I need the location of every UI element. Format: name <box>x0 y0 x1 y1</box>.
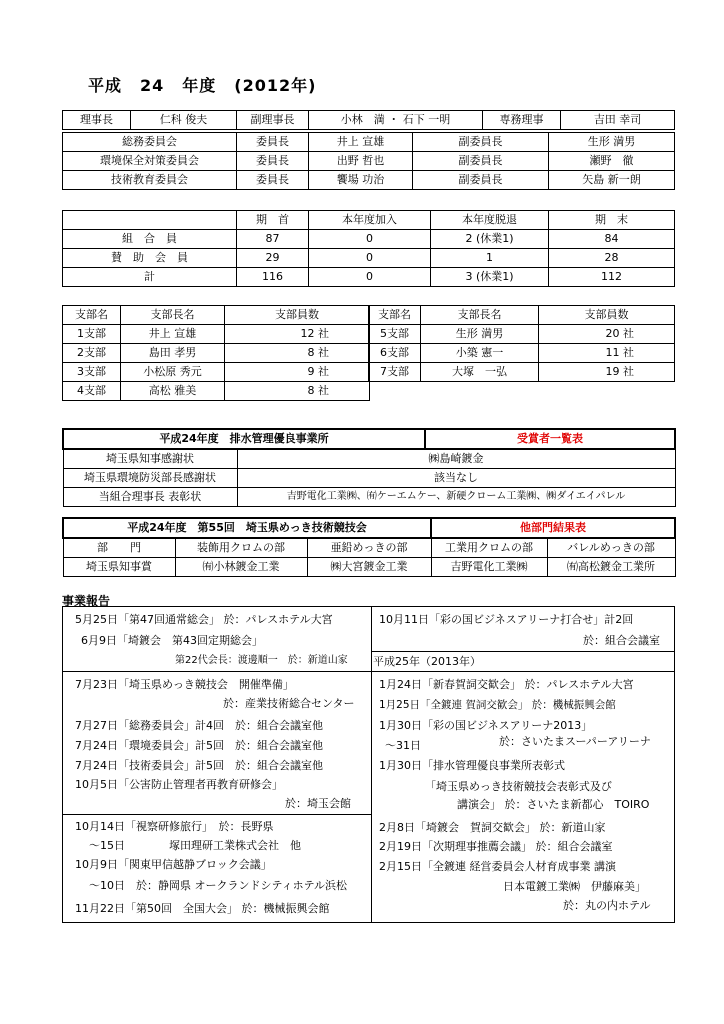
branches-table-right <box>368 305 675 382</box>
report-item: 2月8日「埼鍍会 賀詞交歓会」 於：新道山家 <box>379 821 606 834</box>
report-item: 第22代会長：渡邊順一 於：新道山家 <box>175 655 348 666</box>
vice-role: 副理事長 <box>237 111 309 130</box>
report-item: 7月24日「技術委員会」計5回 於：組合会議室他 <box>75 759 323 772</box>
report-item: 7月23日「埼玉県めっき競技会 開催準備」 <box>75 678 294 691</box>
report-box <box>62 606 675 923</box>
report-item: 1月25日「全鍍連 賀詞交歓会」 於：機械振興会館 <box>379 699 616 711</box>
members-table <box>62 210 675 287</box>
report-item: 10月9日「関東甲信越静ブロック会議」 <box>75 858 272 871</box>
table-row: 2支部 島田 孝男 8 社 <box>63 344 370 363</box>
officers-row <box>63 111 675 130</box>
contest-table <box>62 517 676 577</box>
report-divider <box>371 607 372 922</box>
chair-role: 理事長 <box>63 111 131 130</box>
report-item: 於：さいたまスーパーアリーナ <box>499 735 651 748</box>
report-item: 塚田理研工業株式会社 他 <box>169 839 301 852</box>
branches-header: 支部名 支部長名 支部員数 <box>63 306 370 325</box>
table-row: 組 合 員 87 0 2 (休業1) 84 <box>63 230 675 249</box>
report-item: 11月22日「第50回 全国大会」 於：機械振興会館 <box>75 902 330 915</box>
table-row: 5支部 生形 満男 20 社 <box>369 325 675 344</box>
report-item: 日本電鍍工業㈱ 伊藤麻美」 <box>503 880 646 893</box>
table-row: 埼玉県知事賞 ㈲小林鍍金工業 ㈱大宮鍍金工業 吉野電化工業㈱ ㈲高松鍍金工業所 <box>63 558 675 577</box>
awards-tag: 受賞者一覧表 <box>425 429 675 449</box>
report-item: 10月14日「視察研修旅行」 於：長野県 <box>75 820 274 833</box>
report-item: 7月24日「環境委員会」計5回 於：組合会議室他 <box>75 739 323 752</box>
divider <box>371 651 674 652</box>
report-item: 講演会」 於：さいたま新都心 TOIRO <box>457 798 650 811</box>
awards-title-row <box>63 429 675 449</box>
officers-table <box>62 110 675 130</box>
report-subheading: 平成25年（2013年） <box>373 655 481 668</box>
awards-title: 平成24年度 排水管理優良事業所 <box>63 429 425 449</box>
report-item: 於：丸の内ホテル <box>563 899 651 912</box>
divider <box>371 671 674 672</box>
report-item: 1月30日「彩の国ビジネスアリーナ2013」 <box>379 719 593 732</box>
contest-header: 部 門 装飾用クロムの部 亜鉛めっきの部 工業用クロムの部 バレルめっきの部 <box>63 538 675 558</box>
table-row: 4支部 高松 雅美 8 社 <box>63 382 370 401</box>
report-item: 2月19日「次期理事推薦会議」 於：組合会議室 <box>379 840 613 853</box>
chair-name: 仁科 俊夫 <box>131 111 237 130</box>
committee-table <box>62 132 675 190</box>
committee-row: 技術教育委員会 委員長 饗場 功治 副委員長 矢島 新一朗 <box>63 171 675 190</box>
table-row: 計 116 0 3 (休業1) 112 <box>63 268 675 287</box>
report-item: ～10日 於：静岡県 オークランドシティホテル浜松 <box>89 879 348 892</box>
report-item: 10月11日「彩の国ビジネスアリーナ打合せ」計2回 <box>379 613 634 626</box>
branches-table-left <box>62 305 370 401</box>
committee-row: 総務委員会 委員長 井上 宣雄 副委員長 生形 満男 <box>63 133 675 152</box>
page-title: 平成 24 年度 (2012年) <box>88 76 317 95</box>
divider <box>63 814 371 815</box>
report-item: ～15日 <box>89 839 125 852</box>
report-heading: 事業報告 <box>62 594 111 608</box>
contest-title: 平成24年度 第55回 埼玉県めっき技術競技会 <box>63 518 431 538</box>
report-item: 2月15日「全鍍連 経営委員会人材育成事業 講演 <box>379 860 616 873</box>
table-row: 1支部 井上 宣雄 12 社 <box>63 325 370 344</box>
report-item: 1月30日「排水管理優良事業所表彰式 <box>379 759 565 772</box>
report-item: 6月9日「埼鍍会 第43回定期総会」 <box>81 634 263 647</box>
awards-table <box>62 428 676 507</box>
report-item: 5月25日「第47回通常総会」 於：パレスホテル大宮 <box>75 613 333 626</box>
report-item: 10月5日「公害防止管理者再教育研修会」 <box>75 778 283 791</box>
report-item: ～31日 <box>385 739 421 752</box>
report-item: 7月27日「総務委員会」計4回 於：組合会議室他 <box>75 719 323 732</box>
exec-role: 専務理事 <box>483 111 561 130</box>
committee-row: 環境保全対策委員会 委員長 出野 哲也 副委員長 瀬野 徹 <box>63 152 675 171</box>
table-row: 当組合理事長 表彰状 吉野電化工業㈱、㈲ケーエムケー、新硬クローム工業㈱、㈱ダイエイパレル <box>63 488 675 507</box>
contest-tag: 他部門結果表 <box>431 518 675 538</box>
branches-header: 支部名 支部長名 支部員数 <box>369 306 675 325</box>
table-row: 埼玉県環境防災部長感謝状 該当なし <box>63 469 675 488</box>
table-row: 3支部 小松原 秀元 9 社 <box>63 363 370 382</box>
members-header: 期 首 本年度加入 本年度脱退 期 末 <box>63 211 675 230</box>
report-item: 「埼玉県めっき技術競技会表彰式及び <box>425 780 612 793</box>
contest-title-row <box>63 518 675 538</box>
table-row: 埼玉県知事感謝状 ㈱島崎鍍金 <box>63 449 675 469</box>
report-item: 於：組合会議室 <box>583 634 660 647</box>
report-item: 1月24日「新春賀詞交歓会」 於：パレスホテル大宮 <box>379 678 634 691</box>
divider <box>63 671 371 672</box>
report-item: 於：埼玉会館 <box>285 797 351 810</box>
report-item: 於：産業技術総合センター <box>223 697 355 710</box>
vice-names: 小林 満 ・ 石下 一明 <box>309 111 483 130</box>
table-row: 賛 助 会 員 29 0 1 28 <box>63 249 675 268</box>
exec-name: 吉田 幸司 <box>561 111 675 130</box>
table-row: 7支部 大塚 一弘 19 社 <box>369 363 675 382</box>
table-row: 6支部 小築 憲一 11 社 <box>369 344 675 363</box>
